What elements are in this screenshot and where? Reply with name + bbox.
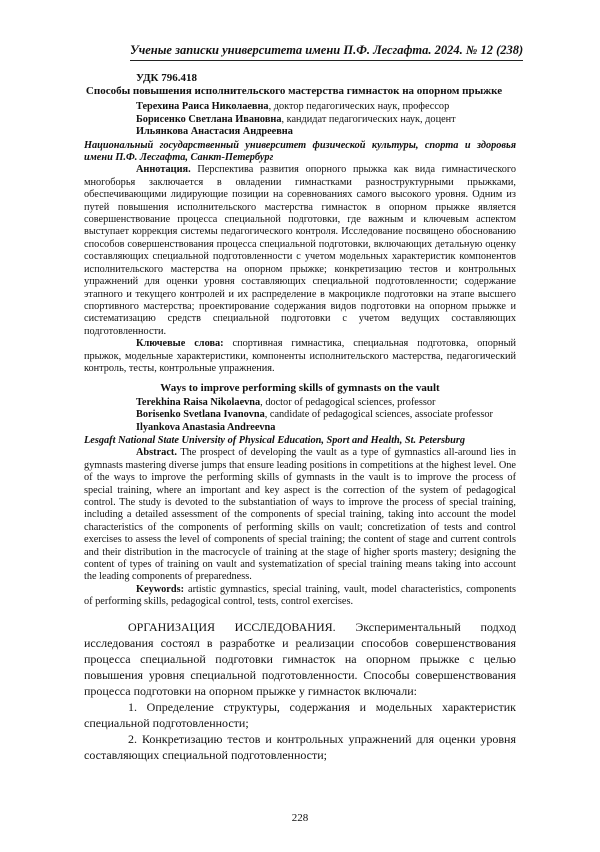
author-ru-2 (136, 114, 516, 126)
abstract-en (84, 447, 516, 583)
body-intro: ОРГАНИЗАЦИЯ ИССЛЕДОВАНИЯ. Экспериментальный подход исследования состоял в разработке и реализации способов совершенствования процесса специальной подготовки гимнасток на опорном прыжке с целью повышения уровня специальной подготовленности. Способы совершенствования процесса подготовки на опорном прыжке у гимнасток включали: (84, 619, 516, 698)
author-name: Терехина Раиса Николаевна (136, 101, 269, 113)
author-info: , candidate of pedagogical sciences, associate professor (264, 409, 493, 421)
author-en-1 (136, 397, 516, 409)
author-info: , доктор педагогических наук, профессор (268, 101, 450, 113)
author-en-2 (136, 409, 516, 421)
author-name: Terekhina Raisa Nikolaevna (136, 396, 261, 408)
author-name: Borisenko Svetlana Ivanovna (136, 409, 265, 421)
keywords-text: artistic gymnastics, special training, vault, model characteristics, components of performing skills, pedagogical control, tests, control exercises. (84, 583, 516, 608)
keywords-text: спортивная гимнастика, специальная подготовка, опорный прыжок, модельные характеристики, компоненты исполнительского мастерства, педагогический контроль, тесты, контрольные упражнения. (84, 338, 516, 374)
article-title-en: Ways to improve performing skills of gymnasts on the vault (160, 382, 440, 395)
keywords-ru (84, 338, 516, 375)
list-item: 2. Конкретизацию тестов и контрольных упражнений для оценки уровня составляющих специальной подготовленности; (84, 731, 516, 762)
author-ru-1 (136, 101, 516, 113)
affiliation-ru: Национальный государственный университет физической культуры, спорта и здоровья имени П.Ф. Лесгафта, Санкт-Петербург (84, 139, 516, 164)
author-ru-3 (136, 126, 516, 138)
abstract-label: Аннотация. (136, 164, 191, 176)
article-title-ru: Способы повышения исполнительского мастерства гимнасток на опорном прыжке (85, 85, 503, 98)
author-en-3 (136, 422, 516, 434)
abstract-label: Abstract. (136, 447, 177, 459)
page-number: 228 (291, 812, 309, 824)
author-name: Ilyankova Anastasia Andreevna (136, 421, 276, 433)
udk-code: УДК 796.418 (136, 72, 198, 84)
list-item: 1. Определение структуры, содержания и модельных характеристик специальной подготовленности; (84, 699, 516, 730)
abstract-text: Перспектива развития опорного прыжка как вида гимнастического многоборья заключается в овладении гимнастками разноструктурными прыжками, обеспечивающими лидирующие позиции на соревнованиях самого высокого уровня. Одним из путей повышения исполнительского мастерства гимнасток в опорном прыжке является совершенствование процесса специальной подготовки, где важным и ключевым аспектом выступает коррекция системы педагогического контроля. Исследование посвящено обоснованию способов совершенствования процесса специальной подготовки, включающих детальную оценку составляющих специальной подготовленности с учетом модельных характеристик компонентов исполнительского мастерства на опорном прыжке; конкретизацию тестов и контрольных упражнений для оценки уровня составляющих специальной подготовленности; содержание этапного и текущего контролей и их распределение в макроцикле подготовки на этапе высшего спортивного мастерства; проектирование содержания видов подготовки на опорном прыжке и систематизацию средств специальной подготовки с учетом ведущих составляющих подготовленности. (84, 164, 516, 337)
author-name: Ильянкова Анастасия Андреевна (136, 126, 293, 138)
article-content (84, 64, 516, 763)
author-name: Борисенко Светлана Ивановна (136, 113, 282, 125)
keywords-label: Keywords: (136, 583, 185, 595)
author-info: , кандидат педагогических наук, доцент (281, 113, 456, 125)
journal-header: Ученые записки университета имени П.Ф. Лесгафта. 2024. № 12 (238) (130, 43, 524, 57)
abstract-ru (84, 164, 516, 338)
keywords-en (84, 584, 516, 609)
author-info: , doctor of pedagogical sciences, professor (260, 396, 436, 408)
header-rule (130, 60, 523, 61)
keywords-label: Ключевые слова: (136, 338, 224, 350)
abstract-text: The prospect of developing the vault as a type of gymnastics all-around lies in gymnasts mastering diverse jumps that ensure leading positions in competitions at the highest level. One of the ways to improve the performing skills of gymnasts in the vault is to improve the process of special training, where an important and key aspect is the correction of the system of pedagogical control. The study is devoted to the substantiation of ways to improve the process of special training, including a detailed assessment of the components of special training, taking into account the model characteristics of the components of performing skills on vault; concretization of tests and control exercises to assess the level of components of special training; the content of stage and current controls and their distribution in the macrocycle of training at the stage of higher sports mastery; designing the content of types of training on vault and systematization of special training means taking into account the leading components of preparedness. (84, 447, 516, 583)
affiliation-en: Lesgaft National State University of Physical Education, Sport and Health, St. Petersburg (84, 434, 466, 446)
body-section (84, 619, 516, 763)
